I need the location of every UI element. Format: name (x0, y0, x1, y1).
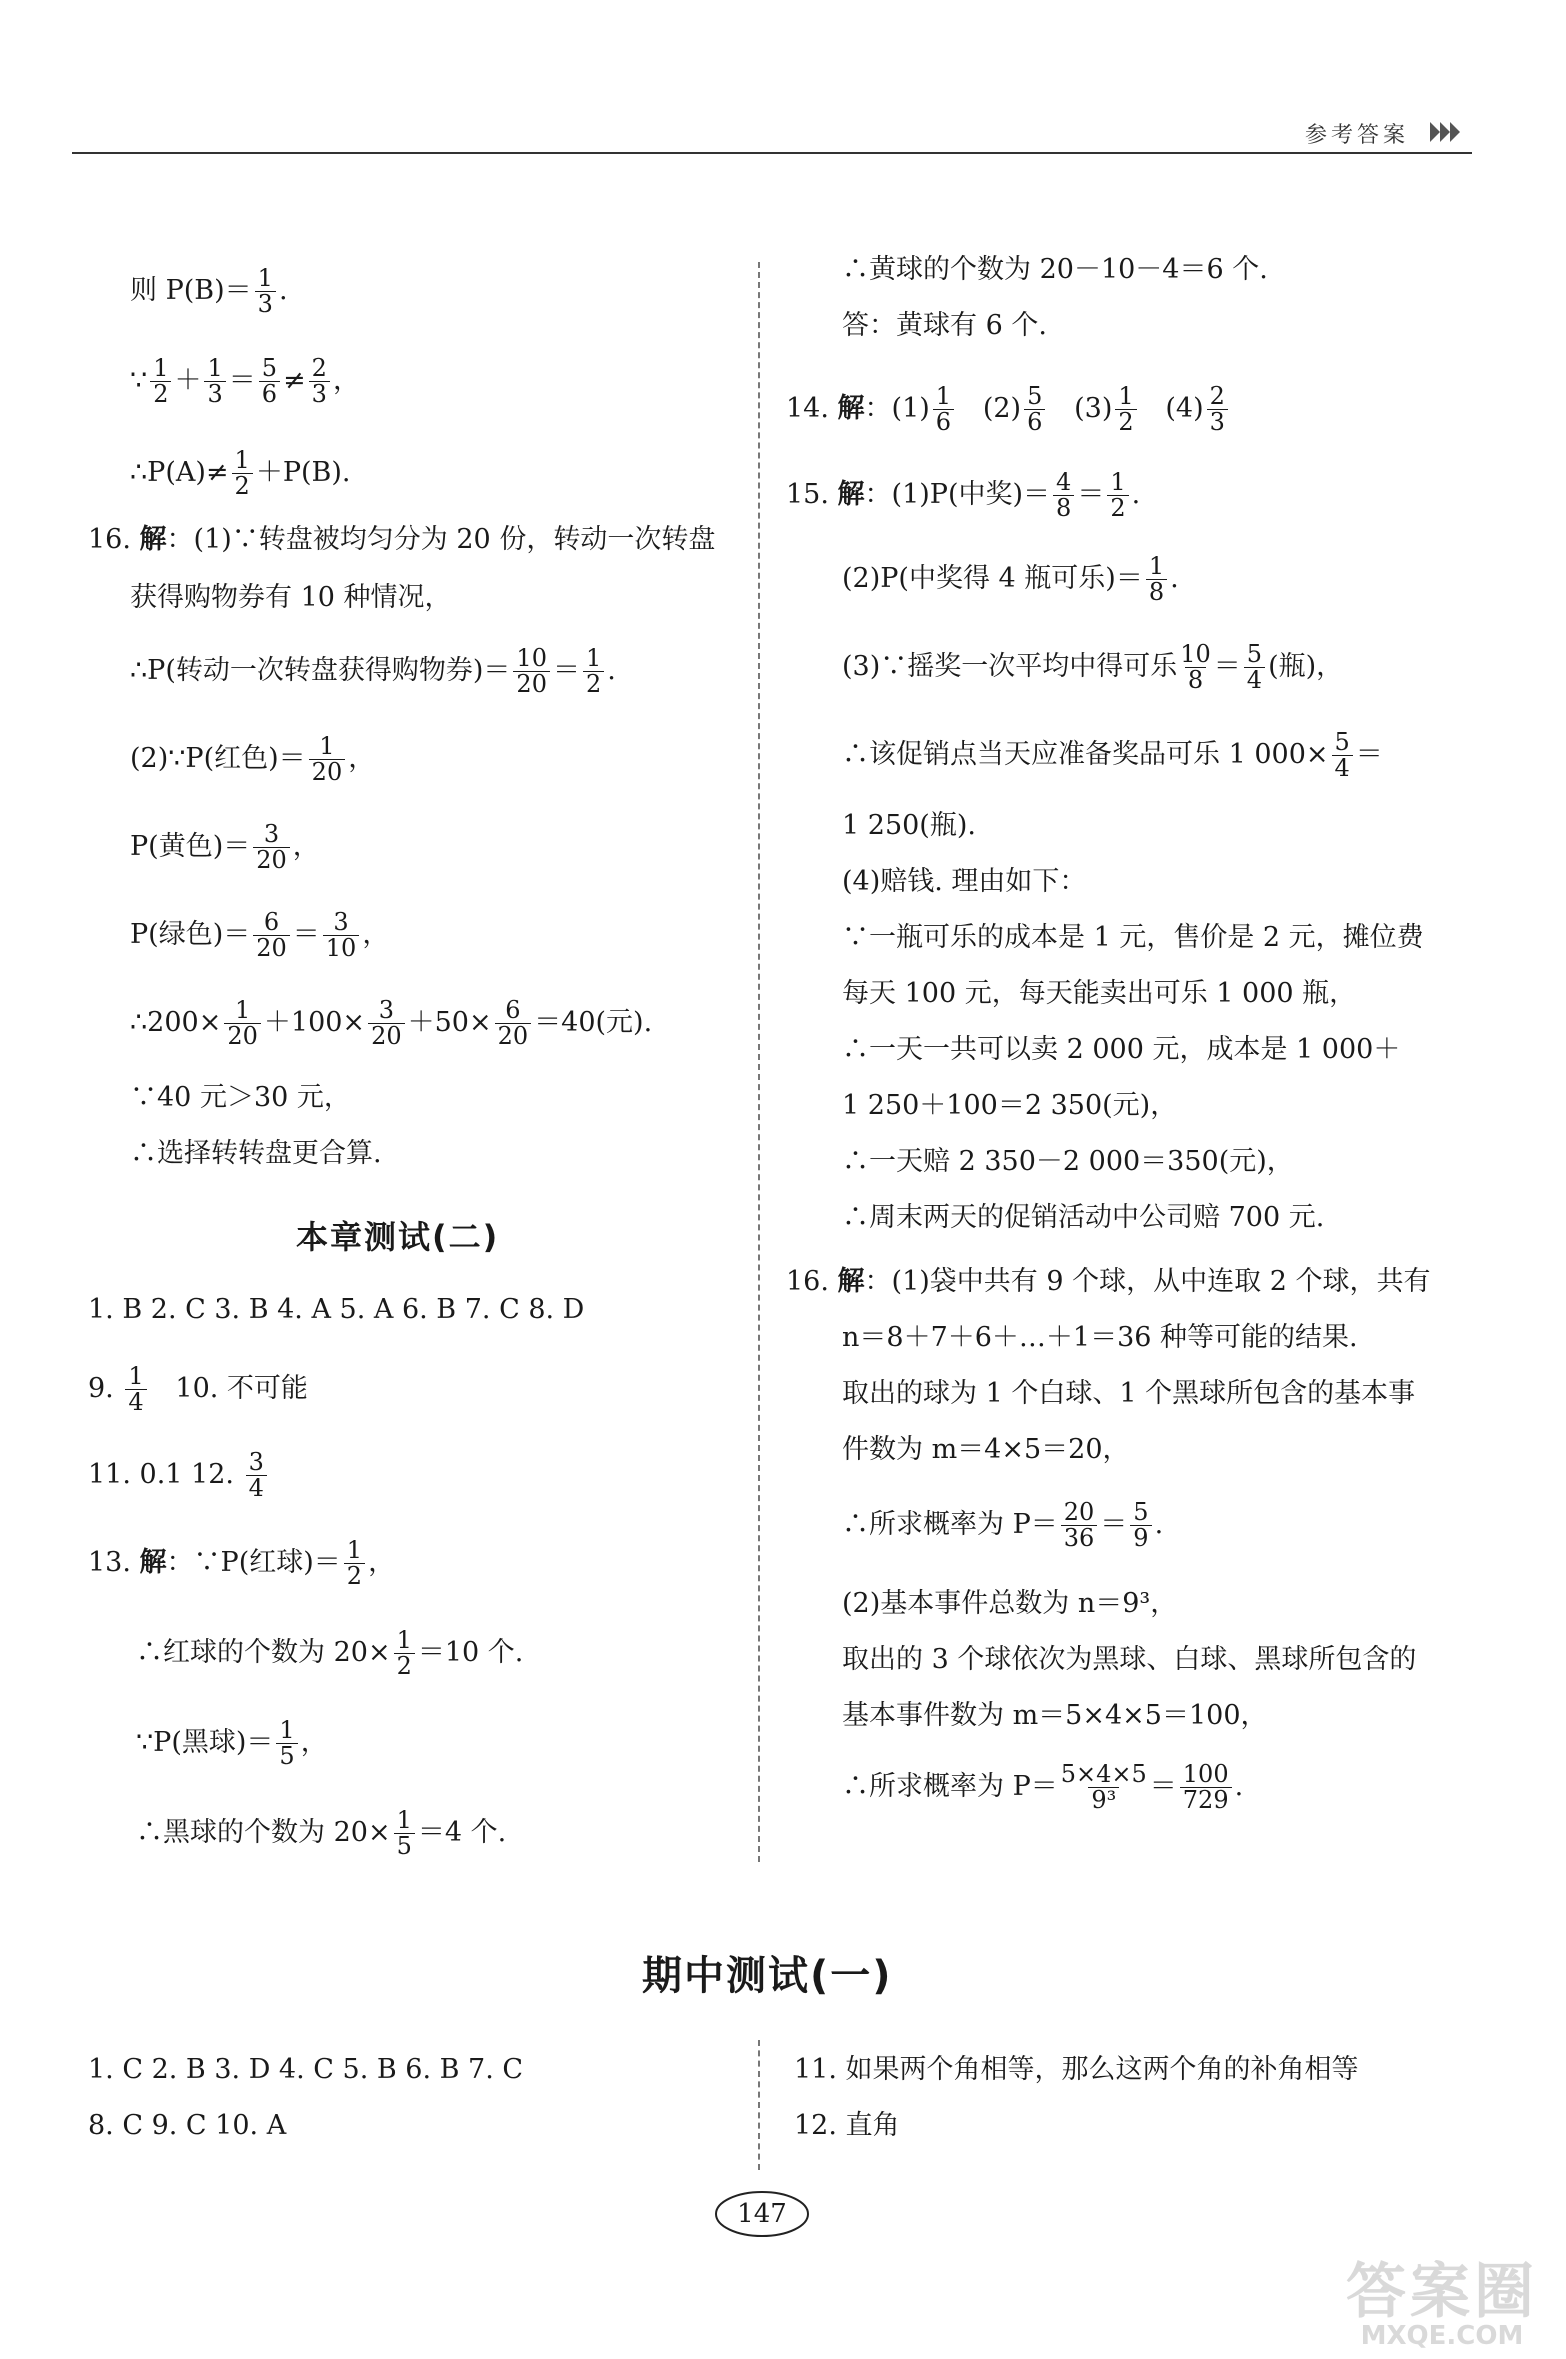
answer-line: ∴该促销点当天应准备奖品可乐 1 000× $\frac{5}{4}$ ＝ (842, 728, 1383, 783)
answer-line: ∴红球的个数为 20× $\frac{1}{2}$ ＝10 个. (136, 1626, 524, 1681)
answer-line: ∵ $\frac{1}{2}$ ＋ $\frac{1}{3}$ ＝ $\frac{5}{6}$ ≠ $\frac{2}{3}$ ， (130, 354, 360, 409)
answer-line: ∴黄球的个数为 20－10－4＝6 个. (842, 254, 1268, 285)
question-16b: 16. 解：(1)袋中共有 9 个球，从中连取 2 个球，共有 (786, 1266, 1431, 1297)
answer-line: (2)P(中奖得 4 瓶可乐)＝ $\frac{1}{8}$ . (842, 552, 1179, 607)
watermark-logo: 答案圈 MXQE.COM (1346, 2257, 1538, 2352)
answer-line: ∴黑球的个数为 20× $\frac{1}{5}$ ＝4 个. (136, 1806, 507, 1861)
answer-line: ∴P(转动一次转盘获得购物券)＝ $\frac{10}{20}$ ＝ $\frac{1}{2}$ . (130, 644, 616, 699)
answer-line: 则 P(B)＝ $\frac{1}{3}$ . (130, 264, 288, 319)
answer-line: 8. C 9. C 10. A (88, 2110, 287, 2141)
section-title: 本章测试(二) (296, 1218, 500, 1256)
answer-line: 1 250＋100＝2 350(元)， (842, 1090, 1178, 1121)
header-label: 参考答案 (1305, 123, 1410, 148)
answer-line: 每天 100 元，每天能卖出可乐 1 000 瓶， (842, 978, 1357, 1009)
answer-line: 答：黄球有 6 个. (842, 310, 1047, 341)
answer-line: 11. 0.1 12. $\frac{3}{4}$ (88, 1450, 270, 1501)
question-16: 16. 解：(1)∵转盘被均匀分为 20 份，转动一次转盘 (88, 524, 716, 555)
answer-line: 12. 直角 (794, 2110, 900, 2141)
answer-line: n＝8＋7＋6＋…＋1＝36 种等可能的结果. (842, 1322, 1358, 1353)
answer-line: 9. $\frac{1}{4}$ 10. 不可能 (88, 1362, 308, 1417)
fraction: $\frac{1}{3}$ (255, 266, 276, 317)
answer-line: 1. B 2. C 3. B 4. A 5. A 6. B 7. C 8. D (88, 1294, 585, 1325)
column-divider-bottom (758, 2040, 760, 2170)
answer-line: ∴200× $\frac{1}{20}$ ＋100× $\frac{3}{20}$ ＋50× $\frac{6}{20}$ ＝40(元). (130, 996, 653, 1051)
answer-line: ∴一天赔 2 350－2 000＝350(元)， (842, 1146, 1294, 1177)
answer-line: (2)∵P(红色)＝ $\frac{1}{20}$ ， (130, 732, 376, 787)
answer-line: 基本事件数为 m＝5×4×5＝100， (842, 1700, 1268, 1731)
answer-line: 获得购物券有 10 种情况， (130, 582, 452, 613)
answer-line: P(绿色)＝ $\frac{6}{20}$ ＝ $\frac{3}{10}$ ， (130, 908, 390, 963)
answer-line: P(黄色)＝ $\frac{3}{20}$ ， (130, 820, 320, 875)
answer-line: 取出的球为 1 个白球、1 个黑球所包含的基本事 (842, 1378, 1416, 1409)
answer-line: ∵P(黑球)＝ $\frac{1}{5}$ ， (136, 1716, 328, 1771)
answer-line: ∴选择转转盘更合算. (130, 1138, 382, 1169)
header-rule (72, 152, 1472, 154)
answer-line: 件数为 m＝4×5＝20， (842, 1434, 1130, 1465)
answer-line: ∴周末两天的促销活动中公司赔 700 元. (842, 1202, 1325, 1233)
column-divider (758, 262, 760, 1862)
midterm-title: 期中测试(一) (642, 1953, 893, 1999)
answer-line: ∴所求概率为 P＝ $\frac{20}{36}$ ＝ $\frac{5}{9}$ . (842, 1498, 1164, 1553)
question-14: 14. 解：(1) $\frac{1}{6}$ (2) $\frac{5}{6}$ (3) $\frac{1}{2}$ (4) $\frac{2}{3}$ (786, 384, 1231, 435)
answer-line: 1 250(瓶). (842, 810, 976, 841)
answer-line: ∴P(A)≠ $\frac{1}{2}$ ＋P(B). (130, 446, 351, 501)
answer-line: ∵40 元＞30 元， (130, 1082, 351, 1113)
answer-line: ∴一天一共可以卖 2 000 元，成本是 1 000＋ (842, 1034, 1401, 1065)
answer-line: 11. 如果两个角相等，那么这两个角的补角相等 (794, 2054, 1359, 2085)
answer-line: (3)∵摇奖一次平均中得可乐 $\frac{10}{8}$ ＝ $\frac{5}{4}$ (瓶)， (842, 640, 1344, 695)
question-15: 15. 解：(1)P(中奖)＝ $\frac{4}{8}$ ＝ $\frac{1}{2}$ . (786, 468, 1141, 523)
answer-line: ∴所求概率为 P＝ $\frac{5\times 4\times 5}{\text{9³}}$ ＝ $\frac{100}{729}$ . (842, 1760, 1244, 1815)
answer-line: (4)赔钱. 理由如下： (842, 866, 1087, 897)
answer-line: ∵一瓶可乐的成本是 1 元，售价是 2 元，摊位费 (842, 922, 1424, 953)
answer-line: 取出的 3 个球依次为黑球、白球、黑球所包含的 (842, 1644, 1417, 1675)
page-number: 147 (712, 2188, 812, 2240)
answer-line: (2)基本事件总数为 n＝9³， (842, 1588, 1178, 1619)
answer-line: 1. C 2. B 3. D 4. C 5. B 6. B 7. C (88, 2054, 524, 2085)
question-13: 13. 解：∵P(红球)＝ $\frac{1}{2}$ ， (88, 1536, 396, 1591)
arrow-icon (1428, 118, 1468, 153)
